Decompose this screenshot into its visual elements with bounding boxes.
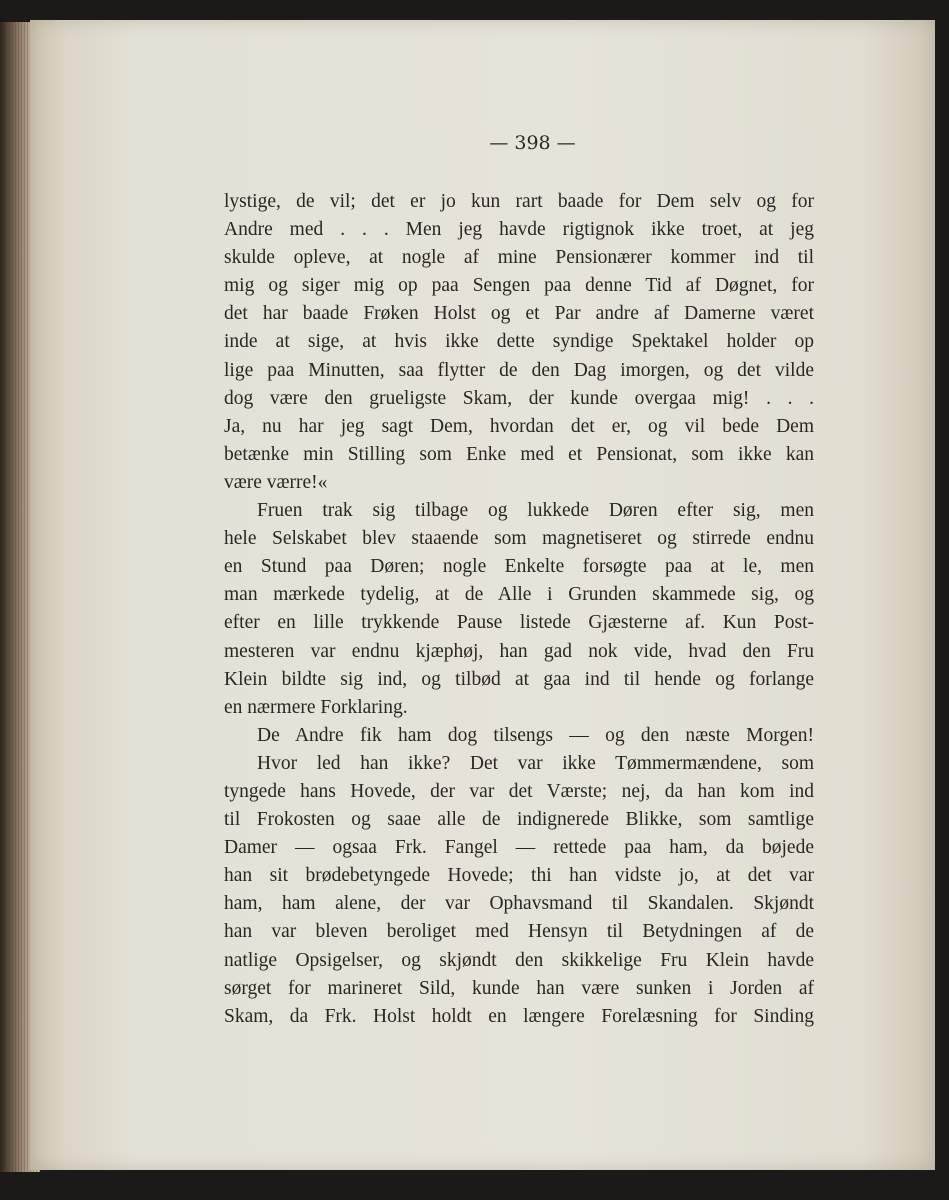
text-line: Skam, da Frk. Holst holdt en længere Forelæsning for Sinding: [224, 1005, 814, 1027]
text-line: en Stund paa Døren; nogle Enkelte forsøgte paa at le, men: [224, 556, 814, 578]
text-line: Andre med . . . Men jeg havde rigtignok ikke troet, at jeg: [224, 219, 814, 241]
text-line: efter en lille trykkende Pause listede Gjæsterne af. Kun Post-: [224, 612, 814, 634]
text-line: til Frokosten og saae alle de indignerede Blikke, som samtlige: [224, 809, 814, 831]
text-line: Klein bildte sig ind, og tilbød at gaa ind til hende og forlange: [224, 668, 814, 690]
text-line: Damer — ogsaa Frk. Fangel — rettede paa ham, da bøjede: [224, 837, 814, 859]
text-line: hele Selskabet blev staaende som magnetiseret og stirrede endnu: [224, 528, 814, 550]
text-line: ham, ham alene, der var Ophavsmand til Skandalen. Skjøndt: [224, 893, 814, 915]
text-line: De Andre fik ham dog tilsengs — og den næste Morgen!: [257, 724, 814, 746]
text-line: man mærkede tydelig, at de Alle i Grunden skammede sig, og: [224, 584, 814, 606]
text-line: skulde opleve, at nogle af mine Pensionærer kommer ind til: [224, 247, 814, 269]
text-line: Fruen trak sig tilbage og lukkede Døren efter sig, men: [257, 500, 814, 522]
text-line: mig og siger mig op paa Sengen paa denne Tid af Døgnet, for: [224, 275, 814, 297]
book-page: [30, 20, 935, 1170]
text-line: betænke min Stilling som Enke med et Pensionat, som ikke kan: [224, 443, 814, 465]
body-text: [224, 188, 814, 1031]
text-line: det har baade Frøken Holst og et Par andre af Damerne været: [224, 303, 814, 325]
text-line: sørget for marineret Sild, kunde han være sunken i Jorden af: [224, 977, 814, 999]
text-line: natlige Opsigelser, og skjøndt den skikkelige Fru Klein havde: [224, 949, 814, 971]
text-line: mesteren var endnu kjæphøj, han gad nok vide, hvad den Fru: [224, 640, 814, 662]
text-line: være værre!«: [224, 471, 328, 493]
text-line: tyngede hans Hovede, der var det Værste; nej, da han kom ind: [224, 780, 814, 802]
text-line: Hvor led han ikke? Det var ikke Tømmermændene, som: [257, 752, 814, 774]
text-line: Ja, nu har jeg sagt Dem, hvordan det er, og vil bede Dem: [224, 415, 814, 437]
text-line: en nærmere Forklaring.: [224, 696, 408, 718]
page-number: — 398 —: [489, 132, 576, 154]
text-line: inde at sige, at hvis ikke dette syndige Spektakel holder op: [224, 331, 814, 353]
text-line: dog være den grueligste Skam, der kunde overgaa mig! . . .: [224, 387, 814, 409]
text-line: lige paa Minutten, saa flytter de den Dag imorgen, og det vilde: [224, 359, 814, 381]
text-line: han sit brødebetyngede Hovede; thi han vidste jo, at det var: [224, 865, 814, 887]
text-line: han var bleven beroliget med Hensyn til Betydningen af de: [224, 921, 814, 943]
text-line: lystige, de vil; det er jo kun rart baade for Dem selv og for: [224, 191, 814, 212]
